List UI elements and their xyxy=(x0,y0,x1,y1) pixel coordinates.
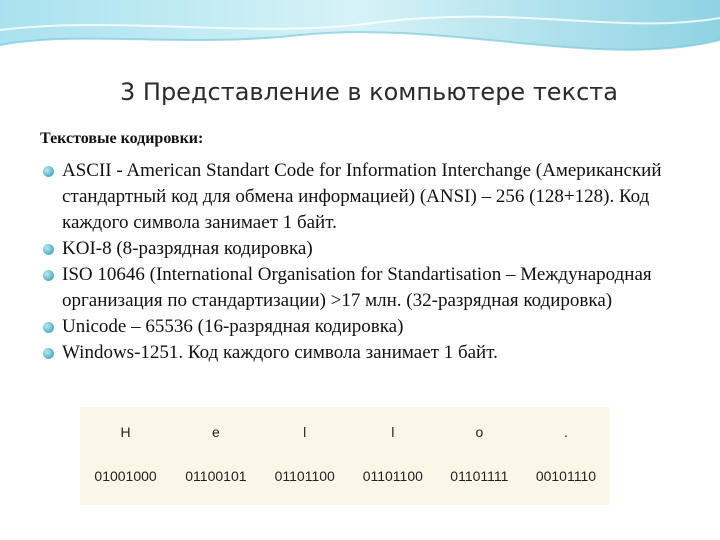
table-cell-code: 00101110 xyxy=(535,468,597,484)
table-cell-code: 01101111 xyxy=(450,468,509,484)
encoding-table xyxy=(80,410,610,498)
table-cell-char: H xyxy=(120,424,131,440)
bullet-unicode xyxy=(40,314,710,340)
bullet-dot-icon xyxy=(43,270,54,281)
top-decorative-band xyxy=(0,0,720,70)
bullet-text: ASCII - American Standart Code for Information Interchange (Американский стандартный код для обмена информацией) (ANSI) – 256 (128+128). Код каждого символа занимает 1 байт. xyxy=(62,160,662,233)
table-cell-code: 01101100 xyxy=(362,468,423,484)
bullet-windows1251 xyxy=(40,340,710,366)
encodings-subheading: Текстовые кодировки: xyxy=(40,130,204,147)
bullet-iso10646 xyxy=(40,262,710,314)
wave-decoration xyxy=(0,0,720,70)
table-cell-char: l xyxy=(391,424,395,440)
table-cell-char: e xyxy=(212,424,220,440)
table-cell-code: 01101100 xyxy=(274,468,335,484)
slide-title: 3 Представление в компьютере текста xyxy=(120,78,618,106)
bullet-ascii xyxy=(40,158,710,236)
bullet-text: ISO 10646 (International Organisation for Standartisation – Международная организация по стандартизации) >17 млн. (32-разрядная кодировка) xyxy=(62,264,652,311)
table-cell-code: 01100101 xyxy=(185,468,247,484)
table-row-chars xyxy=(80,410,610,454)
bullet-dot-icon xyxy=(43,322,54,333)
table-cell-char: . xyxy=(563,424,568,440)
bullet-dot-icon xyxy=(43,166,54,177)
table-cell-char: l xyxy=(303,424,307,440)
bullet-dot-icon xyxy=(43,348,54,359)
bullet-koi8 xyxy=(40,236,710,262)
encodings-bullet-list xyxy=(40,158,710,366)
bullet-text: Unicode – 65536 (16-разрядная кодировка) xyxy=(62,316,404,337)
table-cell-char: o xyxy=(475,424,484,440)
bullet-text: Windows-1251. Код каждого символа занимает 1 байт. xyxy=(62,342,498,363)
bullet-dot-icon xyxy=(43,244,54,255)
table-cell-code: 01001000 xyxy=(94,468,157,484)
bullet-text: KOI-8 (8-разрядная кодировка) xyxy=(62,238,313,259)
table-row-codes xyxy=(80,454,610,498)
